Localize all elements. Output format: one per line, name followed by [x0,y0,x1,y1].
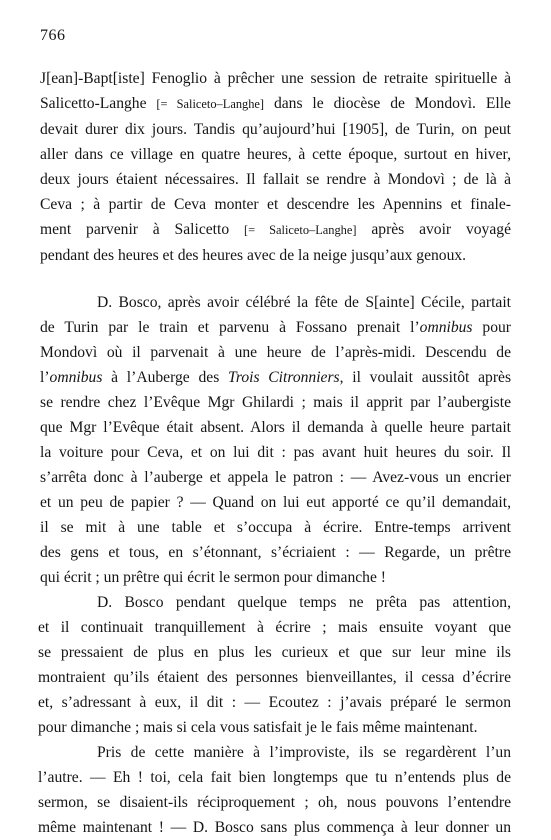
page-number: 766 [40,27,66,44]
paragraph-1 [40,66,511,268]
paragraph-4 [38,740,511,840]
text-line: l’omnibus à l’Auberge des Trois Citronniers, il voulait aussitôt après [40,369,512,386]
text-line: devait durer dix jours. Tandis qu’aujourd’hui [1905], de Turin, on peut [40,121,511,138]
text-line: Pris de cette manière à l’improviste, ils se regardèrent l’un [97,744,511,761]
text-line: se pressaient de plus en plus les curieux et que sur leur mine ils [38,644,511,661]
text-line: Ceva ; à partir de Ceva monter et descendre les Apennins et finale- [40,196,511,213]
text-line: et il continuait tranquillement à écrire ; mais ensuite voyant que [38,619,511,636]
text-line: J[ean]-Bapt[iste] Fenoglio à prêcher une session de retraite spirituelle à [40,70,511,87]
text-line: pour dimanche ; mais si cela vous satisfait je le fais même maintenant. [38,719,478,736]
text-line: l’autre. — Eh ! toi, cela fait bien longtemps que tu n’entends plus de [38,769,511,786]
text-line: il se mit à une table et s’occupa à écrire. Entre-temps arrivent [40,519,511,536]
text-line: même maintenant ! — D. Bosco sans plus commença à leur donner un [38,819,511,836]
text-line: la voiture pour Ceva, et on lui dit : pas avant huit heures du soir. Il [40,444,511,461]
text-line: aller dans ce village en quatre heures, à cette époque, surtout en hiver, [40,146,511,163]
text-line: se rendre chez l’Evêque Mgr Ghilardi ; mais il apprit par l’aubergiste [40,394,511,411]
text-line: Salicetto-Langhe [= Saliceto–Langhe] dans le diocèse de Mondovì. Elle [40,95,511,112]
text-line: des gens et tous, en s’étonnant, s’écriaient : — Regarde, un prêtre [40,544,511,561]
text-line: ment parvenir à Salicetto [= Saliceto–Langhe] après avoir voyagé [40,221,511,238]
text-line: Mondovì où il parvenait à une heure de l’après-midi. Descendu de [40,344,511,361]
text-line: deux jours étaient nécessaires. Il fallait se rendre à Mondovì ; de là à [40,171,511,188]
text-line: s’arrêta donc à l’auberge et appela le patron : — Avez-vous un encrier [40,469,511,486]
text-line: que Mgr l’Evêque était absent. Alors il demanda à quelle heure partait [40,419,511,436]
text-line: qui écrit ; un prêtre qui écrit le sermon pour dimanche ! [40,569,386,586]
text-line: D. Bosco, après avoir célébré la fête de S[ainte] Cécile, partait [97,294,511,311]
paragraph-3 [38,590,511,740]
text-line: et, s’adressant à eux, il dit : — Ecoutez : j’avais préparé le sermon [38,694,511,711]
paragraph-2 [40,290,511,590]
text-line: montraient qu’ils étaient des personnes bienveillantes, il cessa d’écrire [38,669,511,686]
text-line: D. Bosco pendant quelque temps ne prêta pas attention, [97,594,511,611]
text-line: et un peu de papier ? — Quand on lui eut apporté ce qu’il demandait, [40,494,511,511]
text-line: sermon, se disaient-ils réciproquement ; oh, nous pouvons l’entendre [38,794,511,811]
text-line: de Turin par le train et parvenu à Fossano prenait l’omnibus pour [40,319,511,336]
text-line: pendant des heures et des heures avec de la neige jusqu’aux genoux. [40,247,467,264]
